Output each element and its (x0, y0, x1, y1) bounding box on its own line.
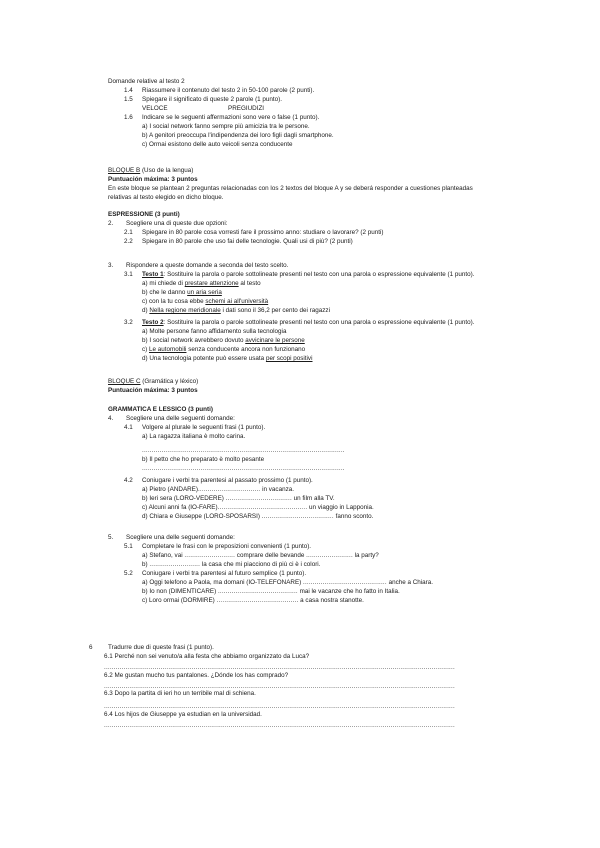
item-5-2-c: c) Loro ormai (DORMIRE) .......................................... a casa nostra stanotte. (142, 597, 364, 604)
question-5-1: 5.1 Completare le frasi con le preposizioni convenienti (1 punto). (124, 543, 312, 550)
blank[interactable]: ........................ (306, 552, 353, 559)
item-4-2-a: a) Pietro (ANDARE)................................ in vacanza. (142, 486, 294, 493)
item-4-2-c: c) Alcuni anni fa (IO-FARE).............................................. un viaggio in Lapponia. (142, 504, 374, 511)
question-5-2: 5.2 Coniugare i verbi tra parentesi al futuro semplice (1 punto). (124, 570, 307, 577)
bloque-b-title: BLOQUE B (Uso de la lengua) (108, 167, 194, 174)
bloque-c-title: BLOQUE C (Gramática y léxico) (108, 378, 199, 385)
bloque-b-score: Puntuación máxima: 3 puntos (108, 176, 198, 183)
answer-line-6-3[interactable]: .................................................................................................................................................................................... (104, 703, 455, 710)
bloque-b-intro-line2: relativas al testo elegido en dicho bloque. (108, 194, 224, 201)
item-5-1-a: a) Stefano, vai .......................... comprare delle bevande ........................ la party? (142, 552, 379, 559)
blank[interactable]: ..................................... (261, 513, 334, 520)
espressione-heading: ESPRESSIONE (3 punti) (108, 211, 180, 218)
option-2-1: 2.1 Spiegare in 80 parole cosa vorresti fare il prossimo anno: studiare o lavorare? (2 punti) (124, 229, 384, 236)
bloque-b-intro-line1: En este bloque se plantean 2 preguntas relacionadas con los 2 textos del bloque A y se deberá responder a cuestiones planteadas (108, 185, 473, 192)
item-3-2-d: d) Una tecnologia potente può essere usata per scopi positivi (142, 355, 313, 362)
blank[interactable]: .......................................... (216, 597, 299, 604)
question-4-2: 4.2 Coniugare i verbi tra parentesi al passato prossimo (1 punto). (124, 477, 313, 484)
question-6-prompt: Tradurre due di queste frasi (1 punto). (108, 644, 214, 651)
question-4-1: 4.1 Volgere al plurale le seguenti frasi (1 punto). (124, 424, 266, 431)
answer-line-4-1-a[interactable]: ........................................................................................................ (142, 447, 345, 454)
item-3-2-b: b) I social network avrebbero dovuto avvicinare le persone (142, 337, 305, 344)
statement-b: b) A genitori preoccupa l'indipendenza dei loro figli dagli smartphone. (142, 132, 334, 139)
item-5-2-b: b) Io non (DIMENTICARE) ......................................... mai le vacanze che ho fatto in Italia. (142, 588, 400, 595)
sentence-6-2: 6.2 Me gustan mucho tus pantalones. ¿Dónde los has comprado? (104, 672, 289, 679)
section-heading: Domande relative al testo 2 (108, 78, 185, 85)
answer-line-6-4[interactable]: .................................................................................................................................................................................... (104, 722, 455, 729)
question-1-6: 1.6 Indicare se le seguenti affermazioni sono vere o false (1 punto). (124, 114, 320, 121)
item-4-1-a: a) La ragazza italiana è molto carina. (142, 433, 246, 440)
sentence-6-4: 6.4 Los hijos de Giuseppe ya estudian en la universidad. (104, 711, 262, 718)
word-veloce: VELOCE (142, 105, 168, 112)
question-3-2: 3.2 Testo 2: Sostituire la parola o parole sottolineate presenti nel testo con una parola o espressione equivalente (1 punto). (124, 319, 475, 326)
word-pregiudizi: PREGIUDIZI (228, 105, 265, 112)
item-3-1-a: a) mi chiede di prestare attenzione al testo (142, 280, 261, 287)
blank[interactable]: .......................... (149, 561, 201, 568)
question-1-5: 1.5 Spiegare il significato di queste 2 parole (1 punto). (124, 96, 283, 103)
answer-line-6-2[interactable]: .................................................................................................................................................................................... (104, 683, 455, 690)
item-4-1-b: b) Il petto che ho preparato è molto pesante (142, 456, 265, 463)
item-3-2-a: a) Molte persone fanno affidamento sulla tecnologia (142, 328, 287, 335)
question-6-number: 6 (89, 644, 93, 651)
answer-line-4-1-b[interactable]: ........................................................................................................ (142, 465, 345, 472)
question-1-4: 1.4 Riassumere il contenuto del testo 2 in 50-100 parole (2 punti). (124, 87, 315, 94)
question-4: 4. Scegliere una delle seguenti domande: (108, 415, 235, 422)
statement-a: a) I social network fanno sempre più amicizia tra le persone. (142, 123, 310, 130)
question-2: 2. Scegliere una di queste due opzioni: (108, 220, 228, 227)
blank[interactable]: ................................ (197, 486, 261, 493)
question-3: 3. Rispondere a queste domande a seconda del testo scelto. (108, 262, 289, 269)
sentence-6-1: 6.1 Perché non sei venuto/a alla festa che abbiamo organizzato da Luca? (104, 653, 310, 660)
grammatica-heading: GRAMMATICA E LESSICO (3 punti) (108, 406, 213, 413)
item-4-2-d: d) Chiara e Giuseppe (LORO-SPOSARSI) ..................................... fanno sconto. (142, 513, 374, 520)
blank[interactable]: .................................. (225, 495, 292, 502)
blank[interactable]: .......................... (184, 552, 236, 559)
statement-c: c) Ormai esistono delle auto veicoli senza conducente (142, 141, 293, 148)
option-2-2: 2.2 Spiegare in 80 parole che uso fai delle tecnologie. Quali usi di più? (2 punti) (124, 238, 353, 245)
blank[interactable]: ........................................... (303, 579, 387, 586)
item-3-1-c: c) con la tu cosa ebbe schemi ai all'università (142, 298, 269, 305)
bloque-c-score: Puntuación máxima: 3 puntos (108, 387, 198, 394)
item-3-1-b: b) che le danno un aria seria (142, 289, 222, 296)
blank[interactable]: .............................................. (217, 504, 308, 511)
answer-line-6-1[interactable]: .................................................................................................................................................................................... (104, 664, 455, 671)
item-3-2-c: c) Le automobili senza conducente ancora non funzionano (142, 346, 306, 353)
blank[interactable]: ......................................... (217, 588, 298, 595)
question-3-1: 3.1 Testo 1: Sostituire la parola o parole sottolineate presenti nel testo con una parola o espressione equivalente (1 punto). (124, 271, 475, 278)
item-5-2-a: a) Oggi telefono a Paola, ma domani (IO-TELEFONARE) ........................................... anche a Chiara. (142, 579, 434, 586)
item-5-1-b: b) .......................... la casa che mi piacciono di più ci è i colori. (142, 561, 321, 568)
item-4-2-b: b) Ieri sera (LORO-VEDERE) .................................. un film alla TV. (142, 495, 335, 502)
item-3-1-d: d) Nella regione meridionale i dati sono il 36,2 per cento dei ragazzi (142, 307, 330, 314)
sentence-6-3: 6.3 Dopo la partita di ieri ho un terribile mal di schiena. (104, 690, 256, 697)
question-5: 5. Scegliere una delle seguenti domande: (108, 534, 235, 541)
